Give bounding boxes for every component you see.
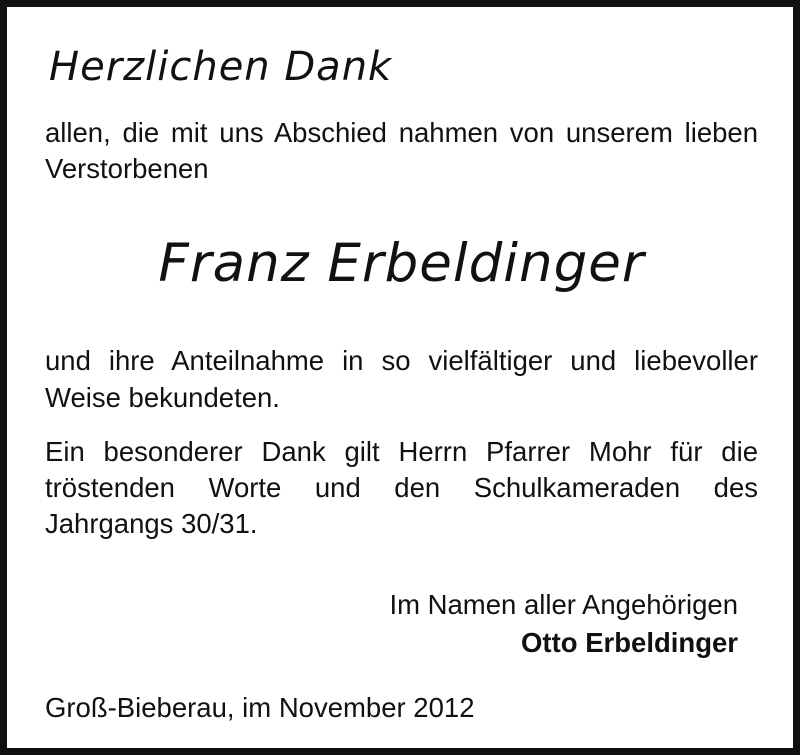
- notice-heading: Herzlichen Dank: [49, 44, 393, 90]
- paragraph-gratitude: und ihre Anteilnahme in so vielfältiger und liebevoller Weise bekundeten.: [45, 345, 758, 413]
- signature-line: Im Namen aller Angehörigen: [389, 588, 738, 620]
- paragraph-special-thanks: Ein besonderer Dank gilt Herrn Pfarrer Mohr für die tröstenden Worte und den Schulkameraden des Jahrgangs 30/31.: [45, 435, 758, 540]
- signature-name: Otto Erbeldinger: [521, 627, 738, 659]
- signature-block: [45, 587, 738, 662]
- place-and-date: Groß-Bieberau, im November 2012: [45, 692, 475, 723]
- intro-paragraph: allen, die mit uns Abschied nahmen von unserem lieben Verstorbenen: [45, 117, 758, 185]
- deceased-name: Franz Erbeldinger: [158, 232, 645, 294]
